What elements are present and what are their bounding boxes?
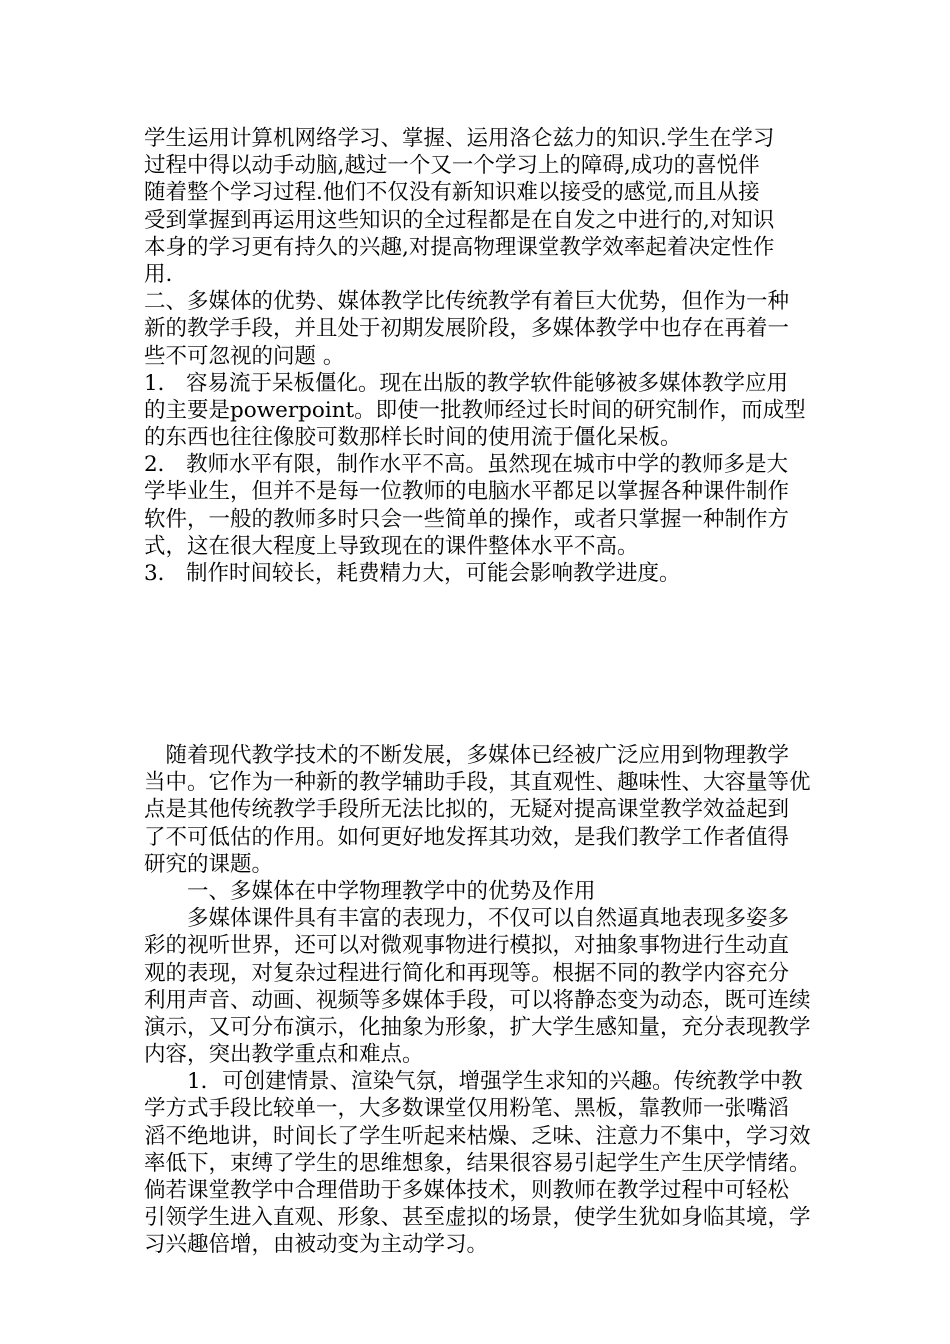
text-line: 当中。它作为一种新的教学辅助手段，其直观性、趣味性、大容量等优	[144, 770, 811, 796]
text-line: 受到掌握到再运用这些知识的全过程都是在自发之中进行的,对知识	[144, 207, 775, 233]
text-line: 引领学生进入直观、形象、甚至虚拟的场景，使学生犹如身临其境，学	[144, 1205, 811, 1231]
text-line: 1．可创建情景、渲染气氛，增强学生求知的兴趣。传统教学中教	[144, 1069, 803, 1095]
text-line: 多媒体课件具有丰富的表现力，不仅可以自然逼真地表现多姿多	[144, 906, 790, 932]
text-line: 了不可低估的作用。如何更好地发挥其功效，是我们教学工作者值得	[144, 824, 790, 850]
text-line: 演示，又可分布演示，化抽象为形象，扩大学生感知量，充分表现教学	[144, 1014, 811, 1040]
text-section-1	[144, 125, 814, 587]
text-line: 习兴趣倍增，由被动变为主动学习。	[144, 1232, 489, 1258]
text-line: 软件，一般的教师多时只会一些简单的操作，或者只掌握一种制作方	[144, 506, 790, 532]
text-line: 过程中得以动手动脑,越过一个又一个学习上的障碍,成功的喜悦伴	[144, 153, 760, 179]
list-item-1: 1． 容易流于呆板僵化。现在出版的教学软件能够被多媒体教学应用	[144, 370, 789, 396]
text-line: 率低下，束缚了学生的思维想象，结果很容易引起学生产生厌学情绪。	[144, 1150, 811, 1176]
text-line: 观的表现，对复杂过程进行简化和再现等。根据不同的教学内容充分	[144, 960, 790, 986]
text-line: 式，这在很大程度上导致现在的课件整体水平不高。	[144, 533, 639, 559]
text-line: 些不可忽视的问题 。	[144, 343, 345, 369]
text-line: 彩的视听世界，还可以对微观事物进行模拟，对抽象事物进行生动直	[144, 933, 790, 959]
list-item-2: 2． 教师水平有限，制作水平不高。虽然现在城市中学的教师多是大	[144, 452, 789, 478]
text-line: 研究的课题。	[144, 851, 274, 877]
text-line: 用.	[144, 261, 173, 287]
text-line: 滔不绝地讲，时间长了学生听起来枯燥、乏味、注意力不集中，学习效	[144, 1123, 811, 1149]
text-line: 新的教学手段，并且处于初期发展阶段，多媒体教学中也存在再着一	[144, 316, 790, 342]
section-heading: 一、多媒体在中学物理教学中的优势及作用	[144, 878, 596, 904]
text-line: 倘若课堂教学中合理借助于多媒体技术，则教师在教学过程中可轻松	[144, 1178, 790, 1203]
section-heading: 二、多媒体的优势、媒体教学比传统教学有着巨大优势，但作为一种	[144, 289, 790, 315]
text-section-2	[144, 742, 814, 1259]
text-line: 学毕业生，但并不是每一位教师的电脑水平都足以掌握各种课件制作	[144, 479, 790, 505]
text-line: 学生运用计算机网络学习、掌握、运用洛仑兹力的知识.学生在学习	[144, 126, 775, 151]
list-item-3: 3． 制作时间较长，耗费精力大，可能会影响教学进度。	[144, 561, 681, 586]
text-line: 的东西也往往像胶可数那样长时间的使用流于僵化呆板。	[144, 425, 682, 451]
text-line: 的主要是powerpoint。即使一批教师经过长时间的研究制作，而成型	[144, 397, 806, 423]
text-line: 内容，突出教学重点和难点。	[144, 1042, 424, 1068]
text-line: 本身的学习更有持久的兴趣,对提高物理课堂教学效率起着决定性作	[144, 234, 775, 260]
text-line: 学方式手段比较单一，大多数课堂仅用粉笔、黑板，靠教师一张嘴滔	[144, 1096, 790, 1122]
text-line: 点是其他传统教学手段所无法比拟的，无疑对提高课堂教学效益起到	[144, 797, 790, 823]
text-line: 随着整个学习过程.他们不仅没有新知识难以接受的感觉,而且从接	[144, 180, 760, 206]
text-line: 利用声音、动画、视频等多媒体手段，可以将静态变为动态，既可连续	[144, 987, 811, 1013]
text-line: 随着现代教学技术的不断发展，多媒体已经被广泛应用到物理教学	[144, 743, 790, 768]
